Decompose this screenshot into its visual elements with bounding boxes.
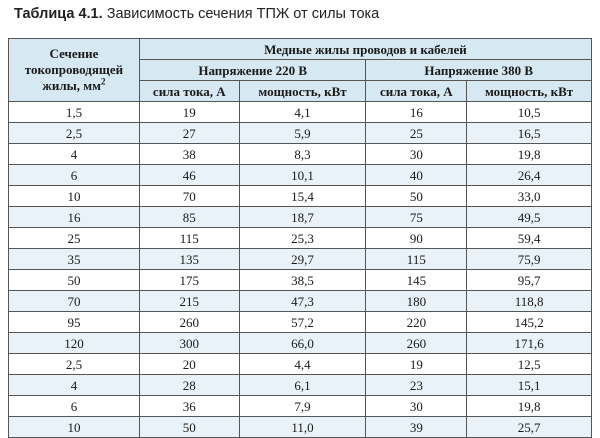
- cross-section-cell: 25: [9, 228, 140, 249]
- header-cross-section-line3: жилы, мм: [42, 78, 101, 93]
- power-220-cell: 6,1: [239, 375, 366, 396]
- header-voltage-380: Напряжение 380 В: [366, 60, 592, 81]
- current-380-cell: 30: [366, 396, 467, 417]
- table-body: [9, 102, 592, 438]
- cross-section-cell: 50: [9, 270, 140, 291]
- current-380-cell: 180: [366, 291, 467, 312]
- caption-label: Таблица 4.1.: [14, 6, 103, 22]
- current-220-cell: 215: [139, 291, 239, 312]
- current-220-cell: 38: [139, 144, 239, 165]
- current-220-cell: 260: [139, 312, 239, 333]
- current-380-cell: 145: [366, 270, 467, 291]
- current-220-cell: 28: [139, 375, 239, 396]
- header-cross-section-line2: токопроводящей: [24, 62, 124, 77]
- table-row: [9, 165, 592, 186]
- power-220-cell: 10,1: [239, 165, 366, 186]
- cross-section-cell: 10: [9, 186, 140, 207]
- caption-text: Зависимость сечения ТПЖ от силы тока: [106, 6, 380, 22]
- power-380-cell: 49,5: [467, 207, 592, 228]
- header-cross-section-line1: Сечение: [49, 46, 99, 61]
- power-380-cell: 33,0: [467, 186, 592, 207]
- power-380-cell: 19,8: [467, 396, 592, 417]
- current-380-cell: 50: [366, 186, 467, 207]
- header-current-380: сила тока, А: [366, 81, 467, 102]
- power-220-cell: 57,2: [239, 312, 366, 333]
- power-380-cell: 95,7: [467, 270, 592, 291]
- cross-section-cell: 4: [9, 144, 140, 165]
- table-row: [9, 375, 592, 396]
- cross-section-cell: 4: [9, 375, 140, 396]
- header-power-220: мощность, кВт: [239, 81, 366, 102]
- current-220-cell: 46: [139, 165, 239, 186]
- current-380-cell: 40: [366, 165, 467, 186]
- power-220-cell: 8,3: [239, 144, 366, 165]
- table-row: [9, 102, 592, 123]
- current-220-cell: 36: [139, 396, 239, 417]
- cross-section-cell: 70: [9, 291, 140, 312]
- power-380-cell: 15,1: [467, 375, 592, 396]
- current-380-cell: 75: [366, 207, 467, 228]
- power-220-cell: 66,0: [239, 333, 366, 354]
- header-voltage-220: Напряжение 220 В: [139, 60, 366, 81]
- current-220-cell: 19: [139, 102, 239, 123]
- current-380-cell: 39: [366, 417, 467, 438]
- power-220-cell: 18,7: [239, 207, 366, 228]
- current-220-cell: 70: [139, 186, 239, 207]
- power-380-cell: 25,7: [467, 417, 592, 438]
- power-220-cell: 7,9: [239, 396, 366, 417]
- current-220-cell: 50: [139, 417, 239, 438]
- cross-section-cell: 1,5: [9, 102, 140, 123]
- table-row: [9, 207, 592, 228]
- power-220-cell: 29,7: [239, 249, 366, 270]
- header-current-220: сила тока, А: [139, 81, 239, 102]
- cross-section-cell: 35: [9, 249, 140, 270]
- table-row: [9, 249, 592, 270]
- cross-section-cell: 6: [9, 165, 140, 186]
- wire-section-table: [8, 38, 592, 438]
- cross-section-cell: 10: [9, 417, 140, 438]
- power-380-cell: 59,4: [467, 228, 592, 249]
- power-220-cell: 5,9: [239, 123, 366, 144]
- power-220-cell: 25,3: [239, 228, 366, 249]
- current-220-cell: 20: [139, 354, 239, 375]
- power-220-cell: 15,4: [239, 186, 366, 207]
- power-380-cell: 12,5: [467, 354, 592, 375]
- current-220-cell: 175: [139, 270, 239, 291]
- power-380-cell: 75,9: [467, 249, 592, 270]
- power-220-cell: 38,5: [239, 270, 366, 291]
- table-row: [9, 291, 592, 312]
- table-row: [9, 312, 592, 333]
- table-row: [9, 270, 592, 291]
- table-row: [9, 228, 592, 249]
- table-row: [9, 417, 592, 438]
- power-380-cell: 16,5: [467, 123, 592, 144]
- table-row: [9, 354, 592, 375]
- cross-section-cell: 16: [9, 207, 140, 228]
- current-380-cell: 30: [366, 144, 467, 165]
- cross-section-cell: 2,5: [9, 354, 140, 375]
- table-row: [9, 396, 592, 417]
- cross-section-cell: 2,5: [9, 123, 140, 144]
- current-380-cell: 115: [366, 249, 467, 270]
- power-380-cell: 145,2: [467, 312, 592, 333]
- header-cross-section-sup: 2: [100, 76, 106, 87]
- current-380-cell: 260: [366, 333, 467, 354]
- current-380-cell: 25: [366, 123, 467, 144]
- current-380-cell: 19: [366, 354, 467, 375]
- cross-section-cell: 120: [9, 333, 140, 354]
- power-380-cell: 19,8: [467, 144, 592, 165]
- current-220-cell: 300: [139, 333, 239, 354]
- table-row: [9, 144, 592, 165]
- table-row: [9, 186, 592, 207]
- current-220-cell: 27: [139, 123, 239, 144]
- current-220-cell: 85: [139, 207, 239, 228]
- cross-section-cell: 95: [9, 312, 140, 333]
- power-380-cell: 171,6: [467, 333, 592, 354]
- power-380-cell: 10,5: [467, 102, 592, 123]
- table-row: [9, 123, 592, 144]
- current-380-cell: 90: [366, 228, 467, 249]
- current-380-cell: 16: [366, 102, 467, 123]
- power-220-cell: 4,1: [239, 102, 366, 123]
- power-220-cell: 4,4: [239, 354, 366, 375]
- power-220-cell: 47,3: [239, 291, 366, 312]
- current-380-cell: 23: [366, 375, 467, 396]
- header-power-380: мощность, кВт: [467, 81, 592, 102]
- power-380-cell: 118,8: [467, 291, 592, 312]
- current-220-cell: 135: [139, 249, 239, 270]
- current-220-cell: 115: [139, 228, 239, 249]
- table-row: [9, 333, 592, 354]
- header-cross-section: [9, 39, 140, 102]
- cross-section-cell: 6: [9, 396, 140, 417]
- power-220-cell: 11,0: [239, 417, 366, 438]
- power-380-cell: 26,4: [467, 165, 592, 186]
- current-380-cell: 220: [366, 312, 467, 333]
- header-copper-wires: Медные жилы проводов и кабелей: [139, 39, 591, 60]
- table-caption: [14, 6, 379, 22]
